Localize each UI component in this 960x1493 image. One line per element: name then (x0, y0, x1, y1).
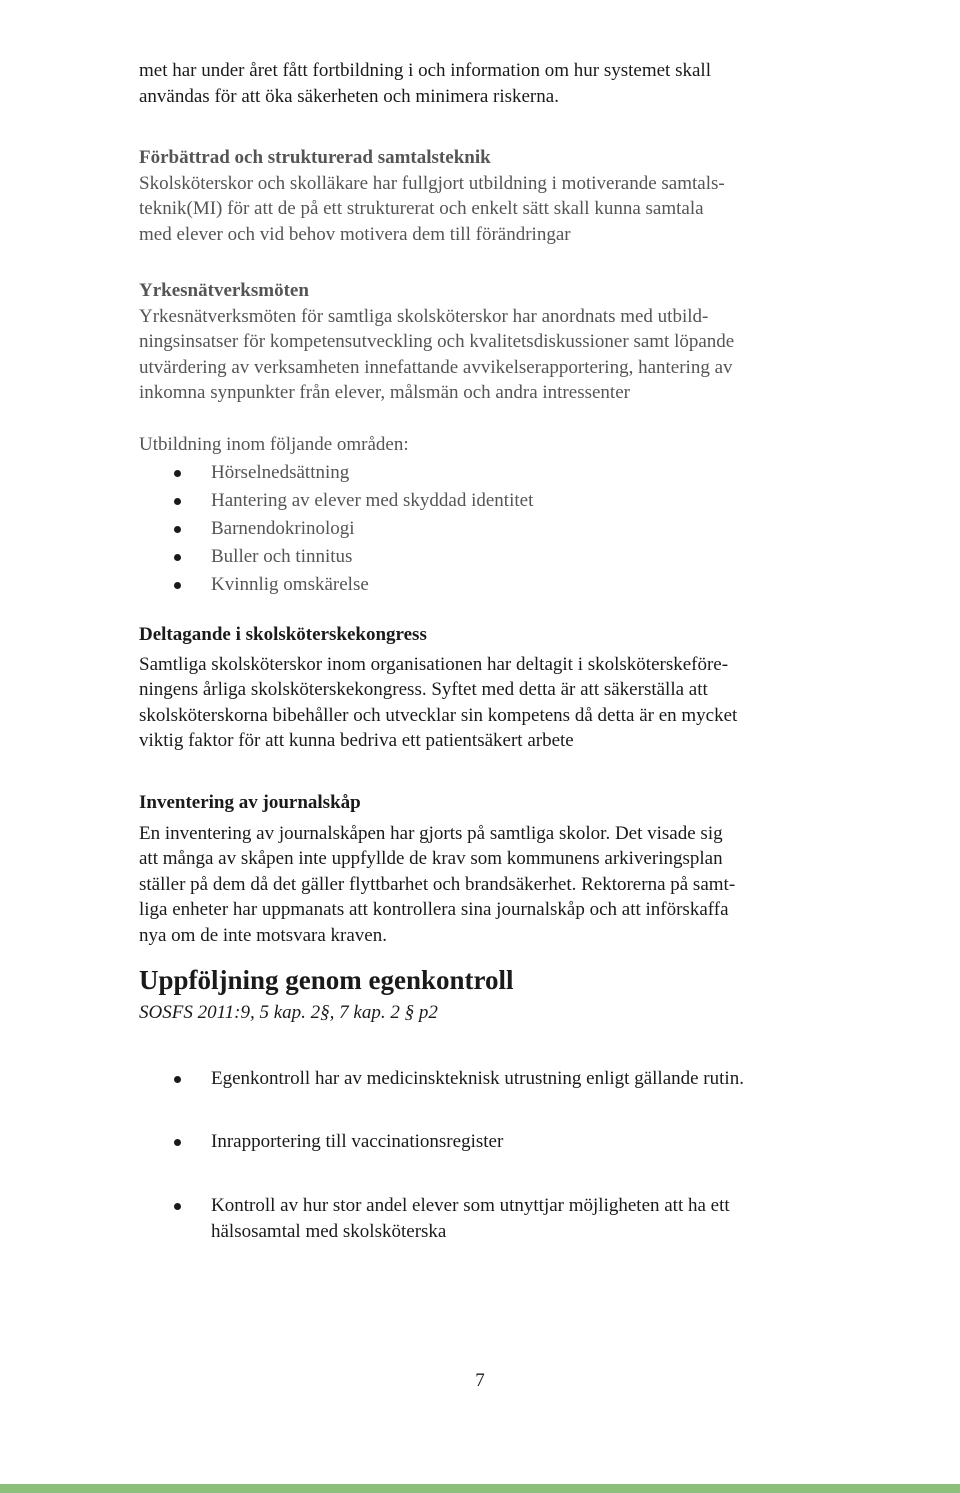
reference-citation: SOSFS 2011:9, 5 kap. 2§, 7 kap. 2 § p2 (139, 1002, 438, 1023)
section-yrkesnatverksmoten (139, 278, 839, 406)
footer-rule (0, 1484, 960, 1493)
list-item: Barnendokrinologi (139, 516, 839, 542)
intro-line: användas för att öka säkerheten och minimera riskerna. (139, 85, 559, 107)
list-item: Egenkontroll har av medicinskteknisk utrustning enligt gällande rutin. (139, 1066, 839, 1092)
training-list (139, 460, 839, 598)
list-item: Kvinnlig omskärelse (139, 572, 839, 598)
bullet-icon (174, 1203, 181, 1210)
paragraph-line: ställer på dem då det gäller flyttbarhet och brandsäkerhet. Rektorerna på samt- (139, 873, 736, 895)
page-title: Uppföljning genom egenkontroll (139, 965, 514, 995)
paragraph-line: med elever och vid behov motivera dem till förändringar (139, 223, 571, 245)
bullet-icon (174, 554, 181, 561)
list-intro: Utbildning inom följande områden: (139, 434, 409, 455)
list-item: Hantering av elever med skyddad identitet (139, 488, 839, 514)
section-utbildning (139, 432, 839, 598)
bullet-icon (174, 470, 181, 477)
egenkontroll-list (139, 1066, 839, 1092)
paragraph-line: Skolsköterskor och skolläkare har fullgjort utbildning i motiverande samtals- (139, 172, 725, 194)
paragraph-line: ningsinsatser för kompetensutveckling och kvalitetsdiskussioner samt löpande (139, 331, 735, 352)
egenkontroll-list (139, 1193, 839, 1244)
paragraph-line: utvärdering av verksamheten innefattande avvikelserapportering, hantering av (139, 356, 733, 378)
section-samtalsteknik (139, 145, 839, 247)
section-heading: Förbättrad och strukturerad samtalsteknik (139, 147, 491, 168)
list-item: Inrapportering till vaccinationsregister (139, 1129, 839, 1155)
section-egenkontroll (139, 964, 839, 1025)
paragraph-line: nya om de inte motsvara kraven. (139, 924, 387, 946)
paragraph-line: ningens årliga skolsköterskekongress. Syftet med detta är att säkerställa att (139, 679, 708, 700)
list-item: Buller och tinnitus (139, 544, 839, 570)
bullet-icon (174, 1076, 181, 1083)
paragraph-line: Samtliga skolsköterskor inom organisationen har deltagit i skolsköterskeföre- (139, 653, 729, 675)
paragraph-line: teknik(MI) för att de på ett strukturerat och enkelt sätt skall kunna samtala (139, 198, 704, 219)
egenkontroll-list (139, 1129, 839, 1155)
section-heading: Inventering av journalskåp (139, 792, 361, 813)
paragraph-line: att många av skåpen inte uppfyllde de krav som kommunens arkiveringsplan (139, 848, 723, 869)
paragraph-line: skolsköterskorna bibehåller och utvecklar sin kompetens då detta är en mycket (139, 704, 738, 726)
intro-line: met har under året fått fortbildning i och information om hur systemet skall (139, 60, 711, 81)
bullet-icon (174, 582, 181, 589)
paragraph-line: viktig faktor för att kunna bedriva ett patientsäkert arbete (139, 730, 574, 751)
paragraph-line: En inventering av journalskåpen har gjorts på samtliga skolor. Det visade sig (139, 822, 723, 844)
page-number: 7 (475, 1370, 485, 1391)
bullet-icon (174, 1139, 181, 1146)
section-heading: Deltagande i skolsköterskekongress (139, 624, 427, 645)
list-item: Hörselnedsättning (139, 460, 839, 486)
section-journalskap (139, 790, 839, 948)
bullet-icon (174, 498, 181, 505)
section-heading: Yrkesnätverksmöten (139, 280, 309, 301)
bullet-icon (174, 526, 181, 533)
paragraph-line: inkomna synpunkter från elever, målsmän och andra intressenter (139, 382, 630, 403)
list-item: Kontroll av hur stor andel elever som utnyttjar möjligheten att ha ett hälsosamtal med skolsköterska (139, 1193, 839, 1244)
paragraph-line: liga enheter har uppmanats att kontrollera sina journalskåp och att införskaffa (139, 899, 729, 920)
paragraph-line: Yrkesnätverksmöten för samtliga skolsköterskor har anordnats med utbild- (139, 305, 709, 327)
section-kongress (139, 622, 839, 754)
intro-paragraph (139, 58, 839, 109)
